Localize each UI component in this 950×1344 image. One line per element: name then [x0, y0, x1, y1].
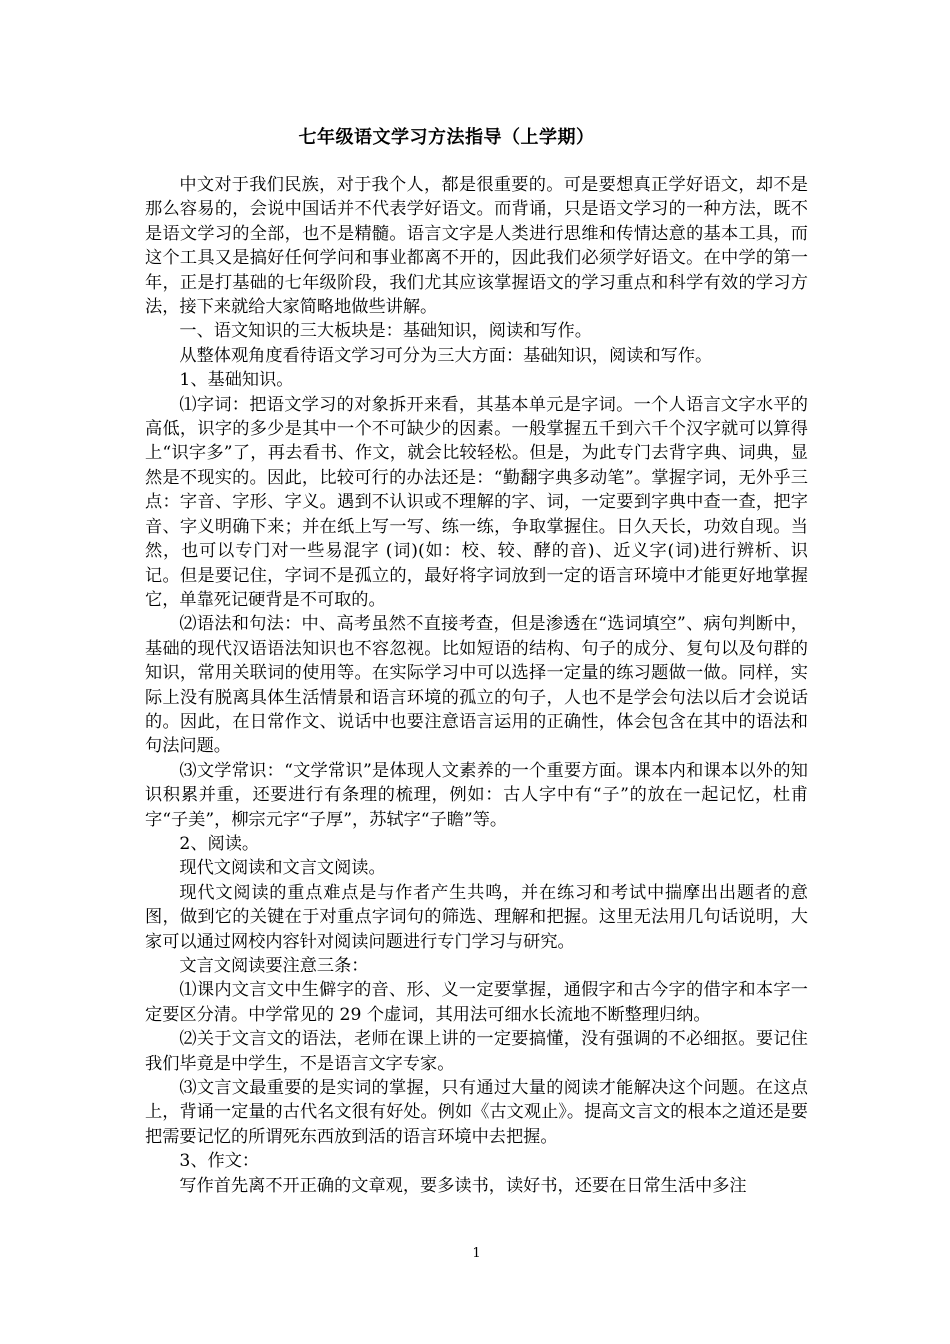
- paragraph-words: ⑴字词：把语文学习的对象拆开来看，其基本单元是字词。一个人语言文字水平的高低，识字的多少是其中一个不可缺少的因素。一般掌握五千到六千个汉字就可以算得上“识字多”了，再去看书、作文，就会比较轻松。但是，为此专门去背字典、词典，显然是不现实的。因此，比较可行的办法还是：“勤翻字典多动笔”。掌握字词，无外乎三点：字音、字形、字义。遇到不认识或不理解的字、词，一定要到字典中查一查，把字音、字义明确下来；并在纸上写一写、练一练，争取掌握住。日久天长，功效自现。当然，也可以专门对一些易混字 (词)(如：校、较、酵的音)、近义字(词)进行辨析、识记。但是要记住，字词不是孤立的，最好将字词放到一定的语言环境中才能更好地掌握它，单靠死记硬背是不可取的。: [145, 394, 808, 610]
- document-body: [145, 173, 808, 1198]
- paragraph-overview: 从整体观角度看待语文学习可分为三大方面：基础知识，阅读和写作。: [179, 345, 713, 366]
- heading-reading: 2、阅读。: [179, 833, 260, 854]
- page-number: 1: [472, 1246, 481, 1261]
- heading-writing: 3、作文：: [179, 1151, 260, 1172]
- paragraph-writing: 写作首先离不开正确的文章观，要多读书，读好书，还要在日常生活中多注: [179, 1175, 747, 1196]
- paragraph-classical-3: ⑶文言文最重要的是实词的掌握，只有通过大量的阅读才能解决这个问题。在这点上，背诵一定量的古代名文很有好处。例如《古文观止》。提高文言文的根本之道还是要把需要记忆的所谓死东西放到活的语言环境中去把握。: [145, 1078, 808, 1147]
- paragraph-modern-reading: 现代文阅读的重点难点是与作者产生共鸣，并在练习和考试中揣摩出出题者的意图，做到它的关键在于对重点字词句的筛选、理解和把握。这里无法用几句话说明，大家可以通过网校内容针对阅读问题进行专门学习与研究。: [145, 882, 808, 952]
- paragraph-intro: 中文对于我们民族，对于我个人，都是很重要的。可是要想真正学好语文，却不是那么容易的，会说中国话并不代表学好语文。而背诵，只是语文学习的一种方法，既不是语文学习的全部，也不是精髓。语言文字是人类进行思维和传情达意的基本工具，而这个工具又是搞好任何学问和事业都离不开的，因此我们必须学好语文。在中学的第一年，正是打基础的七年级阶段，我们尤其应该掌握语文的学习重点和科学有效的学习方法，接下来就给大家简略地做些讲解。: [145, 175, 808, 318]
- paragraph-literature: ⑶文学常识：“文学常识”是体现人文素养的一个重要方面。课本内和课本以外的知识积累并重，还要进行有条理的梳理，例如：古人字中有“子”的放在一起记忆，杜甫字“子美”，柳宗元字“子厚”，苏轼字“子瞻”等。: [145, 760, 808, 830]
- paragraph-classical-intro: 文言文阅读要注意三条：: [179, 956, 369, 976]
- paragraph-reading-types: 现代文阅读和文言文阅读。: [179, 858, 386, 879]
- paragraph-classical-2: ⑵关于文言文的语法，老师在课上讲的一定要搞懂，没有强调的不必细抠。要记住我们毕竟是中学生，不是语言文字专家。: [145, 1029, 808, 1074]
- document-title: 七年级语文学习方法指导（上学期）: [298, 127, 595, 148]
- paragraph-grammar: ⑵语法和句法：中、高考虽然不直接考查，但是渗透在“选词填空”、病句判断中，基础的现代汉语语法知识也不容忽视。比如短语的结构、句子的成分、复句以及句群的知识，常用关联词的使用等。在实际学习中可以选择一定量的练习题做一做。同样，实际上没有脱离具体生活情景和语言环境的孤立的句子，人也不是学会句法以后才会说话的。因此，在日常作文、说话中也要注意语言运用的正确性，体会包含在其中的语法和句法问题。: [145, 614, 808, 757]
- document-page: [145, 0, 808, 1344]
- paragraph-classical-1: ⑴课内文言文中生僻字的音、形、义一定要掌握，通假字和古今字的借字和本字一定要区分清。中学常见的 29 个虚词，其用法可细水长流地不断整理归纳。: [145, 980, 808, 1025]
- heading-basic-knowledge: 1、基础知识。: [179, 370, 294, 391]
- heading-section-1: 一、语文知识的三大板块是：基础知识，阅读和写作。: [179, 321, 592, 342]
